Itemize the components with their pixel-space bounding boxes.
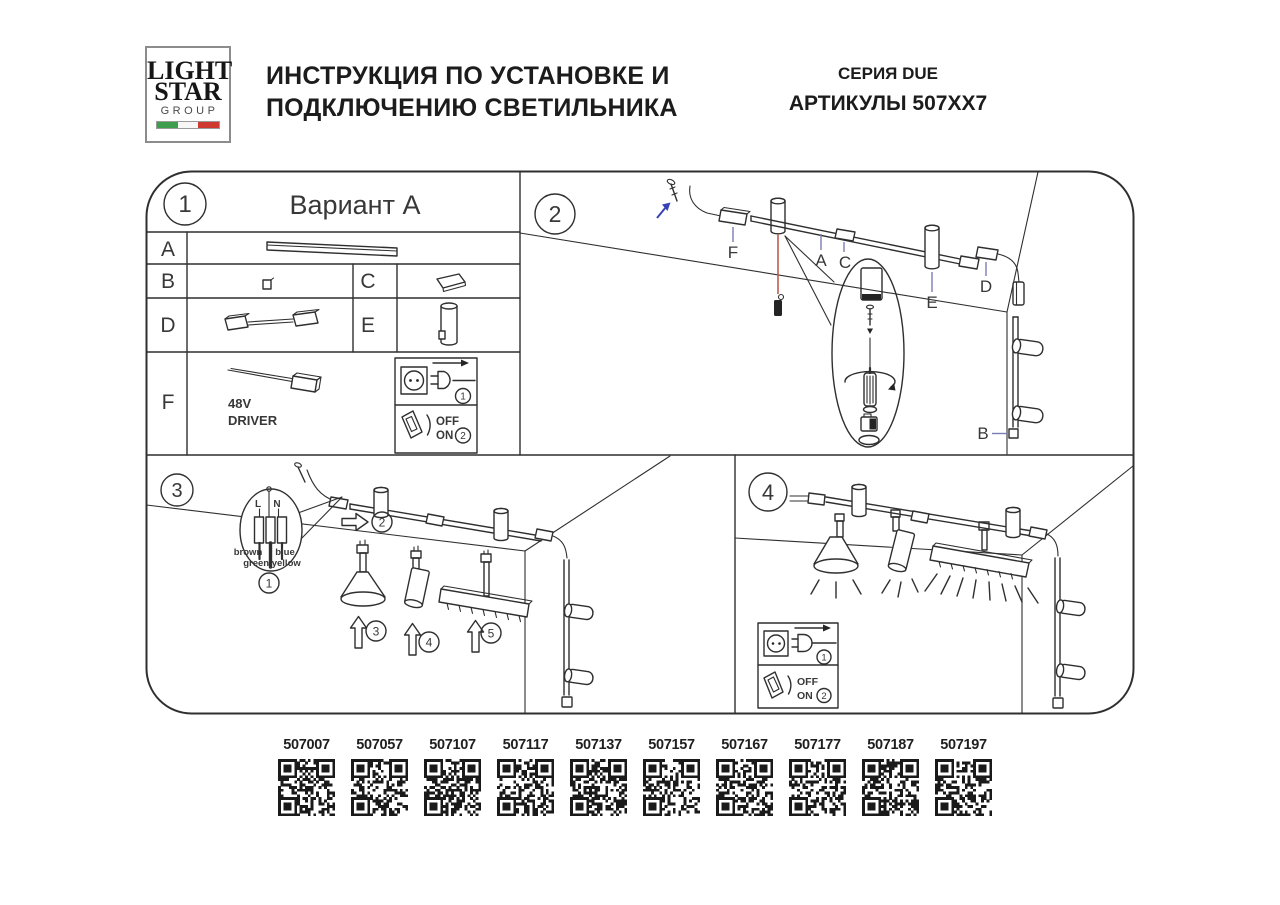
title-line-2: ПОДКЛЮЧЕНИЮ СВЕТИЛЬНИКА	[266, 94, 678, 122]
qr-item	[351, 737, 408, 816]
part-d-link	[225, 310, 319, 331]
step-2-number: 2	[378, 515, 386, 530]
row-label-c: C	[360, 270, 376, 293]
linear-lamp	[439, 550, 532, 622]
article-number: 507117	[502, 737, 549, 753]
part-f-driver	[228, 369, 321, 429]
driver-cable	[690, 186, 721, 216]
mid-connector	[911, 511, 929, 523]
qr-code-icon	[351, 759, 408, 816]
qr-item	[497, 737, 554, 816]
panel-2-number: 2	[548, 201, 562, 227]
qr-code-icon	[789, 759, 846, 816]
page-title	[266, 60, 678, 124]
cylinder-lamp	[404, 546, 430, 609]
insert-arrow-icon	[433, 360, 469, 367]
ceiling-standoff-1	[771, 198, 785, 234]
qr-item	[935, 737, 992, 816]
ceiling-screw	[294, 462, 305, 482]
wall-spot-2	[564, 668, 594, 685]
plug-icon	[792, 635, 836, 652]
corner-connector	[959, 256, 979, 269]
mount-arrow-4-icon	[405, 624, 421, 656]
supply-wires	[790, 493, 825, 505]
installation-diagram	[145, 170, 1135, 715]
switch-on-label: ON	[436, 430, 454, 442]
switch-icon	[764, 672, 791, 698]
panel-1-parts-table	[147, 183, 521, 455]
series-block	[763, 64, 1013, 116]
panel-2-mounting	[520, 172, 1044, 454]
cone-lamp	[811, 514, 861, 598]
article-number: 507137	[575, 737, 622, 753]
lightstar-logo	[145, 46, 231, 143]
panel-3-number: 3	[171, 480, 183, 502]
article-number: 507167	[721, 737, 768, 753]
title-line-1: ИНСТРУКЦИЯ ПО УСТАНОВКЕ И	[266, 62, 670, 90]
insert-arrow-icon	[795, 625, 831, 632]
row-label-b: B	[160, 270, 176, 293]
qr-item	[424, 737, 481, 816]
corner-cable	[1047, 534, 1058, 556]
driver-voltage-label: 48V	[228, 396, 252, 411]
wire-label-n: N	[273, 499, 281, 510]
wall-track-end	[562, 697, 572, 707]
switch-icon	[402, 411, 430, 438]
panel-3-wiring	[147, 456, 671, 713]
article-number: 507107	[429, 737, 476, 753]
qr-item	[570, 737, 627, 816]
mount-arrow-3-icon	[351, 617, 367, 649]
ceiling-standoff-2	[1006, 507, 1020, 537]
driver-name-label: DRIVER	[228, 413, 278, 428]
qr-code-icon	[497, 759, 554, 816]
wire-label-green-yellow: green yellow	[243, 558, 301, 569]
panel-4-number: 4	[761, 480, 775, 505]
cylinder-lamp	[882, 510, 918, 597]
qr-item	[278, 737, 335, 816]
panel-4-finished	[735, 466, 1133, 713]
row-label-a: A	[160, 238, 176, 261]
part-b-end-cap	[263, 278, 274, 289]
cap-detail	[859, 436, 879, 445]
qr-item	[643, 737, 700, 816]
diagram-svg	[145, 170, 1135, 715]
variant-title: Вариант A	[289, 190, 421, 220]
italian-flag-icon	[156, 121, 220, 129]
light-rays	[811, 580, 861, 598]
wire-label-brown: brown	[233, 547, 263, 558]
screwdriver-icon	[864, 338, 877, 413]
article-number: 507157	[648, 737, 695, 753]
slide-arrow-icon	[342, 514, 368, 531]
plug-icon	[431, 372, 475, 389]
article-qr-row	[278, 737, 992, 816]
power-socket-icon	[401, 367, 427, 394]
qr-code-icon	[643, 759, 700, 816]
ceiling-standoff-1	[852, 484, 866, 516]
article-number: 507197	[940, 737, 987, 753]
step-3-number: 3	[372, 624, 380, 639]
article-number: 507007	[283, 737, 330, 753]
step-1-number: 1	[821, 652, 827, 664]
label-e: E	[926, 293, 938, 312]
article-number: 507187	[867, 737, 914, 753]
power-steps-box-4	[758, 623, 838, 708]
corner-connector	[1029, 527, 1047, 539]
cone-lamp	[341, 540, 385, 606]
series-name: СЕРИЯ DUE	[837, 64, 938, 83]
wall-spot-1	[564, 603, 594, 620]
step-5-number: 5	[487, 626, 495, 641]
articles-code: АРТИКУЛЫ 507XX7	[788, 92, 988, 115]
qr-item	[789, 737, 846, 816]
light-rays	[925, 574, 1038, 603]
panel-1-number: 1	[178, 191, 192, 218]
label-c: C	[838, 253, 852, 272]
wall-spot-1	[1012, 338, 1044, 356]
qr-code-icon	[424, 759, 481, 816]
logo-word-group: GROUP	[160, 105, 219, 117]
qr-code-icon	[935, 759, 992, 816]
step-1-number: 1	[460, 391, 466, 403]
row-label-e: E	[360, 314, 376, 337]
step-1-number: 1	[265, 576, 273, 591]
switch-on-label: ON	[797, 690, 813, 702]
step-4-number: 4	[425, 635, 433, 650]
row-label-f: F	[161, 391, 175, 414]
mid-connector	[426, 514, 444, 526]
light-rays	[882, 579, 918, 597]
qr-code-icon	[862, 759, 919, 816]
corner-cable	[553, 536, 567, 558]
step-2-number: 2	[821, 691, 827, 702]
logo-word-star: STAR	[154, 77, 222, 106]
wire-label-l: L	[254, 499, 262, 510]
driver-box	[719, 208, 750, 226]
label-f: F	[727, 243, 739, 262]
qr-item	[716, 737, 773, 816]
wiring-detail-circle	[234, 487, 342, 593]
connector-detail	[861, 414, 877, 431]
switch-off-label: OFF	[797, 676, 818, 688]
wall-track-end	[1053, 698, 1063, 708]
article-number: 507057	[356, 737, 403, 753]
step-2-number: 2	[460, 431, 466, 442]
label-b: B	[977, 424, 989, 443]
qr-item	[862, 737, 919, 816]
wall-connector-d	[976, 247, 1024, 305]
switch-off-label: OFF	[436, 416, 459, 428]
ceiling-screw	[666, 178, 677, 201]
label-a: A	[815, 251, 827, 270]
part-c-connector	[437, 274, 466, 292]
logo-word-light: LIGHT	[147, 56, 233, 85]
wall-spot-2	[1012, 405, 1044, 423]
part-a-track	[267, 242, 397, 256]
end-cap-b	[1009, 429, 1018, 438]
screw-detail	[867, 305, 874, 334]
power-socket-icon	[764, 631, 788, 656]
screw-direction-arrow-icon	[657, 203, 671, 219]
part-e-cylinder	[439, 303, 457, 345]
terminal-blocks	[255, 517, 287, 543]
qr-code-icon	[716, 759, 773, 816]
corner-connector	[535, 529, 553, 541]
qr-code-icon	[570, 759, 627, 816]
ceiling-standoff-2	[494, 508, 508, 540]
wire-label-blue: blue	[275, 547, 295, 558]
row-label-d: D	[160, 314, 176, 337]
power-steps-box-1	[395, 358, 477, 453]
article-number: 507177	[794, 737, 841, 753]
ceiling-standoff-2	[925, 225, 939, 269]
connector-c-on-track	[835, 229, 855, 241]
label-d: D	[979, 277, 993, 296]
qr-code-icon	[278, 759, 335, 816]
